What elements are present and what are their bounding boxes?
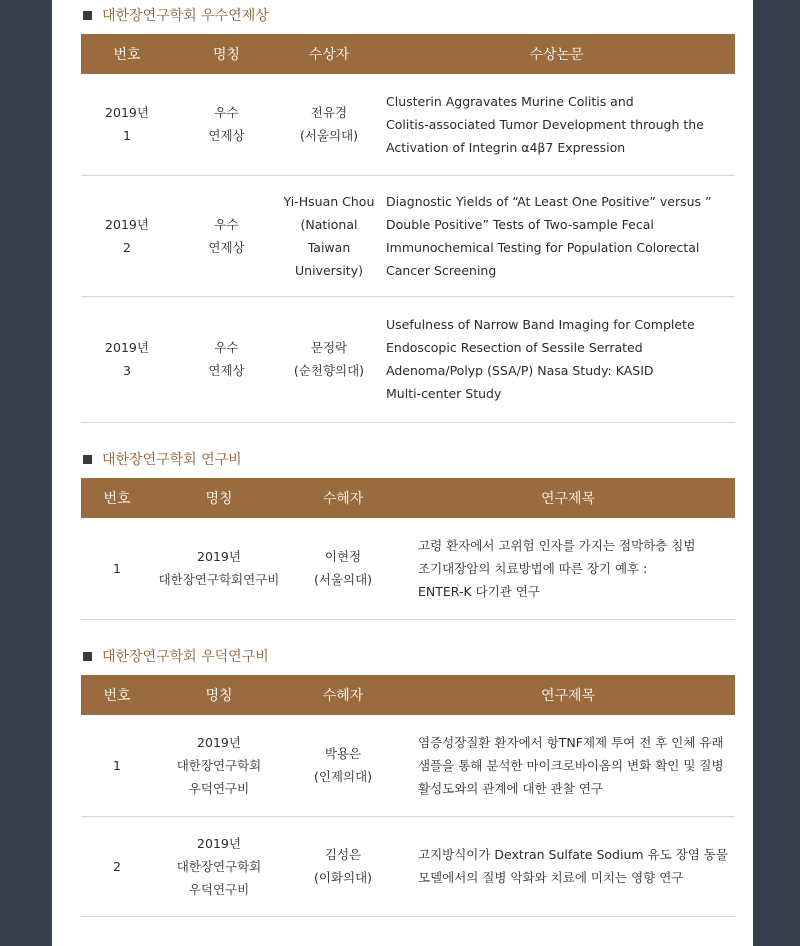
table-row <box>81 715 735 816</box>
table-row <box>81 816 735 916</box>
section-title: 대한장연구학회 우덕연구비 <box>81 646 735 666</box>
table-row <box>81 296 735 422</box>
header-topic: 연구제목 <box>401 675 735 715</box>
grant-table <box>81 478 735 620</box>
cell-name: 2019년 대한장연구학회연구비 <box>153 518 285 619</box>
section-research-grant <box>81 449 735 620</box>
cell-number: 2 <box>81 816 153 916</box>
cell-number: 1 <box>81 715 153 816</box>
cell-name: 우수 연제상 <box>173 74 280 175</box>
section-excellent-abstract-award <box>81 5 735 423</box>
cell-paper: Diagnostic Yields of “At Least One Positive” versus ” Double Positive” Tests of Two-sample Fecal Immunochemical Testing for Population Colorectal Cancer Screening <box>378 175 735 296</box>
cell-number: 2019년 1 <box>81 74 173 175</box>
header-winner: 수상자 <box>280 34 378 74</box>
table-row <box>81 175 735 296</box>
square-bullet-icon <box>83 11 92 20</box>
cell-number: 2019년 2 <box>81 175 173 296</box>
header-topic: 연구제목 <box>401 478 735 518</box>
table-header <box>81 34 735 74</box>
square-bullet-icon <box>83 455 92 464</box>
cell-winner: Yi-Hsuan Chou (National Taiwan University) <box>280 175 378 296</box>
header-number: 번호 <box>81 478 153 518</box>
square-bullet-icon <box>83 652 92 661</box>
header-number: 번호 <box>81 675 153 715</box>
cell-name: 2019년 대한장연구학회 우덕연구비 <box>153 715 285 816</box>
cell-name: 2019년 대한장연구학회 우덕연구비 <box>153 816 285 916</box>
cell-name: 우수 연제상 <box>173 296 280 422</box>
header-number: 번호 <box>81 34 173 74</box>
cell-topic: 고령 환자에서 고위험 인자를 가지는 점막하층 침범 조기대장암의 치료방법에 따른 장기 예후 : ENTER-K 다기관 연구 <box>401 518 735 619</box>
header-name: 명칭 <box>153 675 285 715</box>
header-paper: 수상논문 <box>378 34 735 74</box>
cell-number: 1 <box>81 518 153 619</box>
table-row <box>81 74 735 175</box>
cell-paper: Clusterin Aggravates Murine Colitis and Colitis-associated Tumor Development through the Activation of Integrin α4β7 Expression <box>378 74 735 175</box>
cell-paper: Usefulness of Narrow Band Imaging for Complete Endoscopic Resection of Sessile Serrated Adenoma/Polyp (SSA/P) Nasa Study: KASID Multi-center Study <box>378 296 735 422</box>
cell-recipient: 김성은 (이화의대) <box>285 816 401 916</box>
cell-recipient: 박용은 (인제의대) <box>285 715 401 816</box>
header-name: 명칭 <box>153 478 285 518</box>
cell-number: 2019년 3 <box>81 296 173 422</box>
header-recipient: 수혜자 <box>285 675 401 715</box>
content-panel <box>52 0 753 946</box>
wooduk-grant-table <box>81 675 735 917</box>
section-wooduk-research-grant <box>81 646 735 917</box>
cell-winner: 문정락 (순천향의대) <box>280 296 378 422</box>
table-row <box>81 518 735 619</box>
cell-recipient: 이현정 (서울의대) <box>285 518 401 619</box>
award-table <box>81 34 735 423</box>
header-recipient: 수혜자 <box>285 478 401 518</box>
cell-name: 우수 연제상 <box>173 175 280 296</box>
section-title: 대한장연구학회 연구비 <box>81 449 735 469</box>
cell-topic: 염증성장질환 환자에서 항TNF제제 투여 전 후 인체 유래 샘플을 통해 분석한 마이크로바이옴의 변화 확인 및 질병 활성도와의 관계에 대한 관찰 연구 <box>401 715 735 816</box>
section-title: 대한장연구학회 우수연제상 <box>81 5 735 25</box>
cell-winner: 전유경 (서울의대) <box>280 74 378 175</box>
cell-topic: 고지방식이가 Dextran Sulfate Sodium 유도 장염 동물 모델에서의 질병 악화와 치료에 미치는 영향 연구 <box>401 816 735 916</box>
table-header <box>81 675 735 715</box>
table-header <box>81 478 735 518</box>
header-name: 명칭 <box>173 34 280 74</box>
